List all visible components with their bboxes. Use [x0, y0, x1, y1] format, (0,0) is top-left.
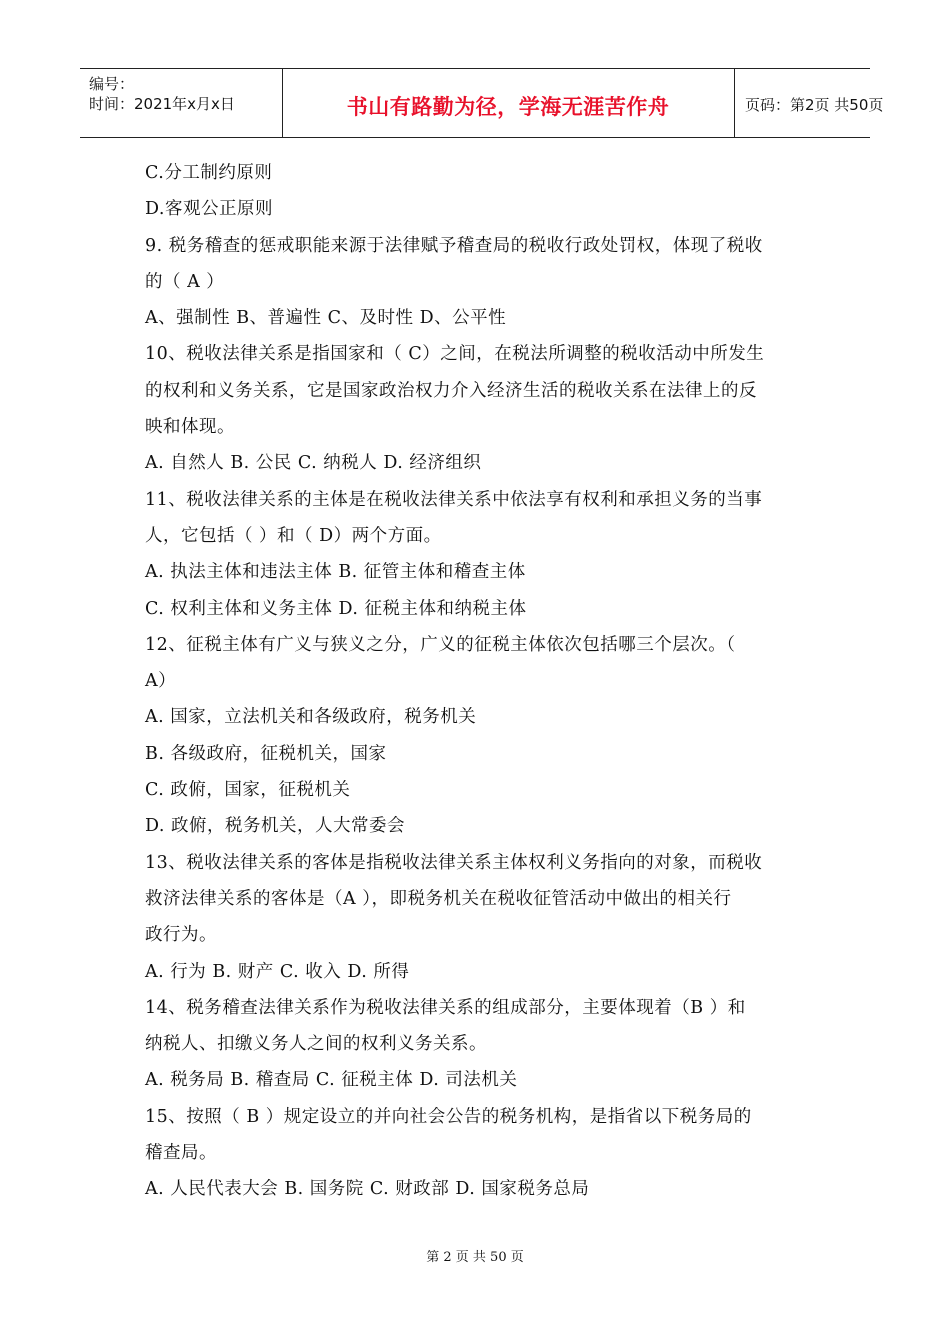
header-page-info: 页码：第2页 共50页	[745, 96, 884, 114]
text-line: 人，它包括（ ）和（ D）两个方面。	[145, 525, 442, 546]
text-line: A）	[145, 671, 177, 692]
document-body	[145, 155, 810, 1208]
text-line: A. 自然人 B. 公民 C. 纳税人 D. 经济组织	[145, 453, 482, 474]
header-motto: 书山有路勤为径，学海无涯苦作舟	[346, 95, 670, 119]
text-line: C. 政俯，国家，征税机关	[145, 780, 351, 801]
text-line: 政行为。	[145, 925, 217, 946]
page-footer: 第 2 页 共 50 页	[426, 1250, 524, 1265]
document-number-label: 编号：	[89, 75, 135, 93]
text-line: A. 执法主体和违法主体 B. 征管主体和稽查主体	[145, 562, 526, 583]
text-line: C. 权利主体和义务主体 D. 征税主体和纳税主体	[145, 598, 527, 619]
text-line: 纳税人、扣缴义务人之间的权利义务关系。	[145, 1034, 487, 1055]
text-line: A. 人民代表大会 B. 国务院 C. 财政部 D. 国家税务总局	[145, 1179, 590, 1200]
text-line: 救济法律关系的客体是（A ），即税务机关在税收征管活动中做出的相关行	[145, 888, 732, 909]
text-line: A. 国家，立法机关和各级政府，税务机关	[145, 707, 477, 728]
document-time-label: 时间：2021年x月x日	[89, 95, 235, 113]
text-line: 的权利和义务关系，它是国家政治权力介入经济生活的税收关系在法律上的反	[145, 380, 757, 401]
text-line: D.客观公正原则	[145, 199, 273, 220]
text-line: 15、按照（ B ）规定设立的并向社会公告的税务机构，是指省以下税务局的	[145, 1106, 752, 1127]
text-line: 13、税收法律关系的客体是指税收法律关系主体权利义务指向的对象，而税收	[145, 852, 763, 873]
text-line: C.分工制约原则	[145, 163, 273, 183]
text-line: 映和体现。	[145, 417, 235, 438]
page-header	[80, 68, 884, 138]
text-line: A、强制性 B、普遍性 C、及时性 D、公平性	[145, 308, 507, 329]
text-line: 12、征税主体有广义与狭义之分，广义的征税主体依次包括哪三个层次。（	[145, 634, 736, 655]
text-line: 10、税收法律关系是指国家和（ C）之间，在税法所调整的税收活动中所发生	[145, 344, 765, 365]
text-line: 稽查局。	[145, 1143, 217, 1164]
text-line: 的（ A ）	[145, 271, 225, 292]
text-line: B. 各级政府，征税机关，国家	[145, 743, 387, 764]
text-line: A. 行为 B. 财产 C. 收入 D. 所得	[145, 961, 410, 982]
header-middle-cell	[282, 69, 735, 137]
text-line: 14、税务稽查法律关系作为税收法律关系的组成部分，主要体现着（B ）和	[145, 997, 746, 1018]
text-line: A. 税务局 B. 稽查局 C. 征税主体 D. 司法机关	[145, 1070, 518, 1091]
header-right-cell	[736, 69, 884, 137]
text-line: 9. 税务稽查的惩戒职能来源于法律赋予稽查局的税收行政处罚权，体现了税收	[145, 235, 763, 256]
text-line: D. 政俯，税务机关，人大常委会	[145, 816, 406, 837]
header-left-cell	[80, 69, 283, 137]
text-line: 11、税收法律关系的主体是在税收法律关系中依法享有权利和承担义务的当事	[145, 489, 763, 510]
